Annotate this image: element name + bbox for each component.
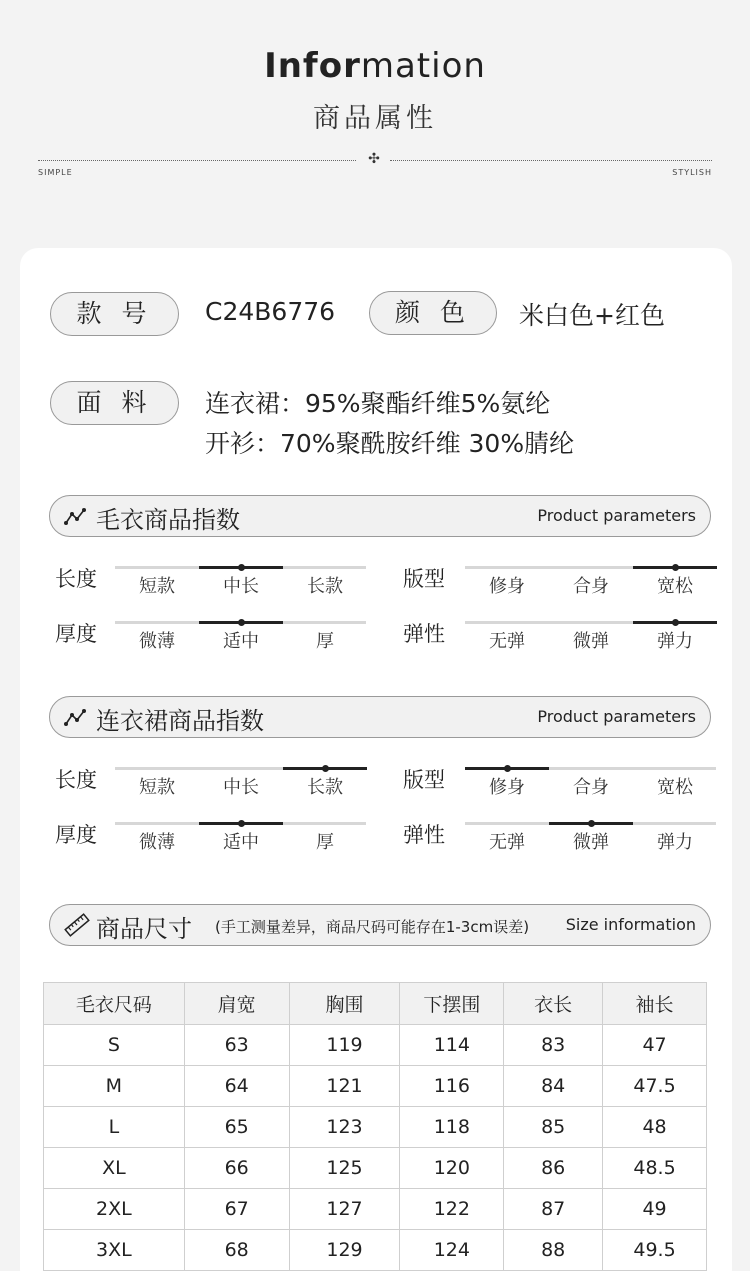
size-title: 商品尺寸 [96, 915, 192, 943]
scale-option: 修身 [489, 777, 525, 798]
scale-marker [504, 765, 511, 772]
scale-option: 微薄 [139, 631, 175, 652]
scale-marker [588, 820, 595, 827]
table-cell: 47 [603, 1025, 707, 1066]
sweater-index-title: 毛衣商品指数 [96, 506, 240, 534]
trend-line-icon [64, 707, 90, 727]
scale-option: 宽松 [657, 576, 693, 597]
table-cell: 68 [184, 1230, 289, 1271]
sweater-fit-scale [465, 566, 716, 597]
scale-option: 微弹 [573, 832, 609, 853]
sweater-index-bar [49, 495, 711, 537]
scale-option: 合身 [573, 777, 609, 798]
table-cell: 119 [289, 1025, 400, 1066]
dress-index-title: 连衣裙商品指数 [96, 707, 264, 735]
scale-marker [322, 765, 329, 772]
table-cell: 64 [184, 1066, 289, 1107]
table-cell: 48 [603, 1107, 707, 1148]
scale-marker [672, 619, 679, 626]
fabric-cardigan: 开衫：70%聚酰胺纤维 30%腈纶 [205, 429, 575, 458]
table-cell: 118 [400, 1107, 504, 1148]
scale-option: 厚 [316, 631, 334, 652]
table-cell: 85 [504, 1107, 603, 1148]
page-title [0, 46, 750, 86]
header-hem: 下摆围 [400, 983, 504, 1025]
scale-option: 中长 [223, 576, 259, 597]
dress-index-en: Product parameters [537, 707, 696, 726]
scale-option: 厚 [316, 832, 334, 853]
tag-stylish: STYLISH [672, 168, 712, 177]
table-cell: 49 [603, 1189, 707, 1230]
dress-elasticity-scale [465, 822, 716, 853]
table-row [44, 1148, 707, 1189]
table-cell: XL [44, 1148, 185, 1189]
title-rest: mation [360, 46, 486, 86]
header-sleeve: 袖长 [603, 983, 707, 1025]
table-cell: S [44, 1025, 185, 1066]
dress-elasticity-label: 弹性 [403, 823, 445, 847]
sweater-fit-label: 版型 [403, 567, 445, 591]
table-cell: 66 [184, 1148, 289, 1189]
scale-option: 合身 [573, 576, 609, 597]
table-row [44, 1025, 707, 1066]
table-cell: 125 [289, 1148, 400, 1189]
scale-option: 长款 [307, 777, 343, 798]
divider-right [390, 160, 712, 161]
scale-option: 长款 [307, 576, 343, 597]
scale-option: 修身 [489, 576, 525, 597]
ruler-icon [64, 913, 90, 937]
header-chest: 胸围 [289, 983, 400, 1025]
header-length: 衣长 [504, 983, 603, 1025]
tag-simple: SIMPLE [38, 168, 73, 177]
scale-option: 中长 [223, 777, 259, 798]
header-shoulder: 肩宽 [184, 983, 289, 1025]
scale-marker [672, 564, 679, 571]
scale-marker [238, 564, 245, 571]
table-cell: 120 [400, 1148, 504, 1189]
size-en: Size information [565, 915, 696, 934]
table-cell: 83 [504, 1025, 603, 1066]
table-row [44, 1189, 707, 1230]
sweater-elasticity-scale [465, 621, 716, 652]
table-cell: 63 [184, 1025, 289, 1066]
table-row [44, 1066, 707, 1107]
table-cell: 87 [504, 1189, 603, 1230]
sweater-length-label: 长度 [55, 567, 97, 591]
size-note: (手工测量差异，商品尺码可能存在1-3cm误差) [215, 918, 530, 936]
table-row [44, 1230, 707, 1271]
scale-option: 短款 [139, 777, 175, 798]
fabric-dress: 连衣裙：95%聚酯纤维5%氨纶 [205, 389, 551, 418]
table-cell: 123 [289, 1107, 400, 1148]
dress-fit-label: 版型 [403, 768, 445, 792]
size-table [43, 982, 707, 1271]
header-size: 毛衣尺码 [44, 983, 185, 1025]
size-table-header [44, 983, 707, 1025]
scale-option: 宽松 [657, 777, 693, 798]
dress-length-label: 长度 [55, 768, 97, 792]
table-cell: 3XL [44, 1230, 185, 1271]
title-bold: Infor [264, 46, 361, 86]
sweater-thickness-label: 厚度 [55, 622, 97, 646]
fabric-label: 面 料 [50, 381, 179, 425]
dress-length-scale [115, 767, 366, 798]
table-cell: 114 [400, 1025, 504, 1066]
divider-cross-icon: ✣ [368, 151, 380, 167]
sweater-elasticity-label: 弹性 [403, 622, 445, 646]
color-value: 米白色+红色 [519, 301, 665, 330]
scale-option: 微薄 [139, 832, 175, 853]
table-row [44, 1107, 707, 1148]
table-cell: 86 [504, 1148, 603, 1189]
table-cell: 49.5 [603, 1230, 707, 1271]
table-cell: 122 [400, 1189, 504, 1230]
scale-option: 短款 [139, 576, 175, 597]
table-cell: 88 [504, 1230, 603, 1271]
trend-line-icon [64, 506, 90, 526]
table-cell: 129 [289, 1230, 400, 1271]
table-cell: L [44, 1107, 185, 1148]
sweater-index-en: Product parameters [537, 506, 696, 525]
table-cell: 48.5 [603, 1148, 707, 1189]
table-cell: 116 [400, 1066, 504, 1107]
table-cell: 67 [184, 1189, 289, 1230]
table-cell: 84 [504, 1066, 603, 1107]
scale-option: 无弹 [489, 631, 525, 652]
table-cell: 65 [184, 1107, 289, 1148]
color-label: 颜 色 [369, 291, 497, 335]
scale-option: 无弹 [489, 832, 525, 853]
page-subtitle: 商品属性 [313, 103, 437, 134]
scale-option: 适中 [223, 832, 259, 853]
scale-marker [238, 619, 245, 626]
size-info-bar [49, 904, 711, 946]
sweater-thickness-scale [115, 621, 366, 652]
scale-option: 适中 [223, 631, 259, 652]
table-cell: M [44, 1066, 185, 1107]
scale-option: 微弹 [573, 631, 609, 652]
dress-index-bar [49, 696, 711, 738]
sweater-length-scale [115, 566, 366, 597]
dress-thickness-label: 厚度 [55, 823, 97, 847]
scale-marker [238, 820, 245, 827]
scale-option: 弹力 [657, 631, 693, 652]
table-cell: 2XL [44, 1189, 185, 1230]
divider-left [38, 160, 356, 161]
table-cell: 121 [289, 1066, 400, 1107]
dress-thickness-scale [115, 822, 366, 853]
scale-option: 弹力 [657, 832, 693, 853]
dress-fit-scale [465, 767, 716, 798]
style-no-label: 款 号 [50, 292, 179, 336]
style-no-value: C24B6776 [205, 297, 336, 326]
table-cell: 124 [400, 1230, 504, 1271]
table-cell: 127 [289, 1189, 400, 1230]
table-cell: 47.5 [603, 1066, 707, 1107]
